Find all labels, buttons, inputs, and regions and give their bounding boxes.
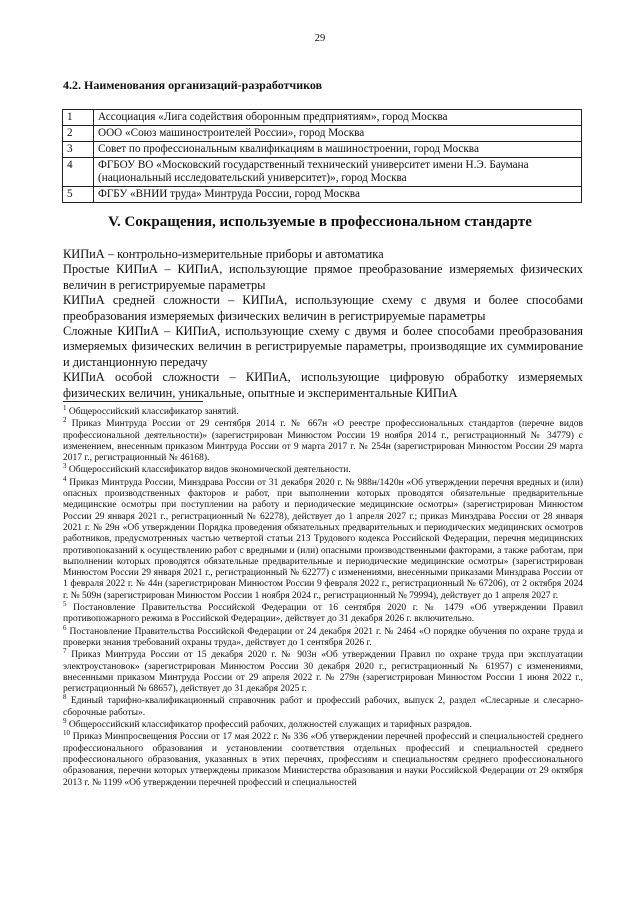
organization-name: ООО «Союз машиностроителей России», город Москва (94, 126, 582, 142)
footnote-mark: 2 (63, 416, 67, 425)
footnote (63, 647, 584, 695)
abbreviation-item: Сложные КИПиА – КИПиА, использующие схему с двумя и более способами преобразования измеряемых физических величин в регистрируемые параметры, производящие их суммирование и дистанционную передачу (63, 324, 583, 369)
organization-name: ФГБОУ ВО «Московский государственный технический университет имени Н.Э. Баумана (национальный исследовательский университет)», город Москва (94, 158, 582, 187)
section-heading: 4.2. Наименования организаций-разработчиков (63, 78, 323, 92)
footnote-mark: 5 (63, 599, 67, 608)
footnote-text: Единый тарифно-квалификационный справочник работ и профессий рабочих, выпуск 2, раздел «Слесарные и слесарно-сборочные работы». (63, 696, 584, 718)
abbreviation-item: КИПиА особой сложности – КИПиА, использующие цифровую обработку измеряемых физических величин, уникальные, опытные и экспериментальные КИПиА (63, 370, 583, 400)
footnote (63, 729, 583, 788)
table-row (63, 110, 582, 126)
footnote (63, 474, 584, 602)
organization-name: ФГБУ «ВНИИ труда» Минтруда России, город Москва (94, 187, 582, 203)
footnote-text: Приказ Минтруда России от 29 сентября 2014 г. № 667н «О реестре профессиональных стандартов (перечне видов профессиональной деятельности)» (зарегистрирован Минюстом России 19 ноября 2014 г., регистрационный № 34779) с изменением, внесенным приказом Минтруда России от 9 марта 2017 г. № 254н (зарегистрирован Минюстом России 29 марта 2017 г., регистрационный № 46168). (63, 419, 584, 464)
footnote-mark: 9 (63, 716, 67, 725)
footnote-mark: 4 (63, 474, 67, 483)
row-number: 2 (63, 126, 94, 142)
footnote-mark: 1 (63, 403, 67, 412)
footnote-text: Приказ Минпросвещения России от 17 мая 2022 г. № 336 «Об утверждении перечней профессий и специальностей среднего профессионального образования и установлении соответствия отдельных профессий и специальностей среднего профессионального образования, указанных в этих перечнях, профессиям и специальностям среднего профессионального образования, перечни которых утверждены приказом Министерства образования и науки Российской Федерации от 29 октября 2013 г. № 1199 «Об утверждении перечней профессий и специальностей (63, 732, 583, 788)
footnote (63, 693, 584, 719)
row-number: 4 (63, 158, 94, 187)
footnote (63, 716, 583, 731)
page-number: 29 (314, 33, 326, 44)
row-number: 3 (63, 142, 94, 158)
footnote-text: Общероссийский классификатор видов экономической деятельности. (68, 465, 351, 476)
abbreviations-list (63, 247, 583, 401)
footnote-separator (63, 401, 203, 402)
row-number: 5 (63, 187, 94, 203)
footnote-mark: 6 (63, 623, 67, 632)
chapter-title: V. Сокращения, используемые в профессиональном стандарте (108, 214, 532, 230)
footnotes (63, 403, 584, 790)
abbreviation-item: КИПиА средней сложности – КИПиА, использующие схему с двумя и более способами преобразования измеряемых физических величин в регистрируемые параметры (63, 293, 583, 323)
footnote-mark: 8 (63, 693, 67, 702)
organization-name: Совет по профессиональным квалификациям в машиностроении, город Москва (94, 142, 582, 158)
footnote-text: Постановление Правительства Российской Федерации от 24 декабря 2021 г. № 2464 «О порядке обучения по охране труда и проверки знания требований охраны труда», действует до 1 сентября 2026 г. (63, 626, 584, 648)
footnote (63, 462, 583, 476)
organizations-table (62, 109, 582, 203)
footnote-mark: 3 (63, 462, 67, 471)
footnote-text: Приказ Минтруда России, Минздрава России от 31 декабря 2020 г. № 988н/1420н «Об утверждении перечня вредных и (или) опасных производственных факторов и работ, при выполнении которых проводятся обязательные предварительные медицинские осмотры при поступлении на работу и периодические медицинские осмотры» (зарегистрирован Минюстом России 29 января 2021 г., регистрационный № 62278), действует до 1 апреля 2027 г.; приказ Минздрава России от 28 января 2021 г. № 29н «Об утверждении Порядка проведения обязательных предварительных и периодических медицинских осмотров работников, предусмотренных частью четвертой статьи 213 Трудового кодекса Российской Федерации, перечня медицинских противопоказаний к осуществлению работ с вредными и (или) опасными производственными факторами, а также работам, при выполнении которых проводятся обязательные предварительные и периодические медицинские осмотры» (зарегистрирован Минюстом России 29 января 2021 г., регистрационный № 62277) с изменениями, внесенными приказами Минздрава России от 1 февраля 2022 г. № 44н (зарегистрирован Минюстом России 9 февраля 2022 г., регистрационный № 67206), от 2 октября 2024 г. № 509н (зарегистрирован Минюстом России 1 ноября 2024 г., регистрационный № 79994), действует до 1 апреля 2027 г. (63, 477, 584, 601)
row-number: 1 (63, 110, 94, 126)
footnote-text: Приказ Минтруда России от 15 декабря 2020 г. № 903н «Об утверждении Правил по охране труда при эксплуатации электроустановок» (зарегистрирован Минюстом России 30 декабря 2020 г., регистрационный № 61957) с изменениями, внесенными приказом Минтруда России от 29 апреля 2022 г. № 279н (зарегистрирован Минюстом России 1 июня 2022 г., регистрационный № 68657), действует до 31 декабря 2025 г. (63, 650, 584, 695)
abbreviation-item: КИПиА – контрольно-измерительные приборы и автоматика (63, 247, 384, 261)
footnote (63, 403, 583, 418)
footnote-mark: 7 (63, 647, 67, 656)
footnote-text: Общероссийский классификатор профессий рабочих, должностей служащих и тарифных разрядов. (68, 720, 472, 731)
organization-name: Ассоциация «Лига содействия оборонным предприятиям», город Москва (94, 110, 582, 126)
table-row (63, 158, 582, 187)
footnote (63, 416, 584, 464)
table-row (63, 187, 582, 203)
footnote-text: Общероссийский классификатор занятий. (68, 407, 239, 417)
footnote-mark: 10 (63, 729, 70, 738)
footnote (63, 599, 583, 626)
abbreviation-item: Простые КИПиА – КИПиА, использующие прямое преобразование измеряемых физических величин в регистрируемые параметры (63, 262, 583, 292)
table-row (63, 142, 582, 158)
footnote-text: Постановление Правительства Российской Федерации от 16 сентября 2020 г. № 1479 «Об утверждении Правил противопожарного режима в Российской Федерации», действует до 31 декабря 2026 г. включительно. (63, 603, 583, 625)
table-row (63, 126, 582, 142)
footnote (63, 623, 584, 650)
